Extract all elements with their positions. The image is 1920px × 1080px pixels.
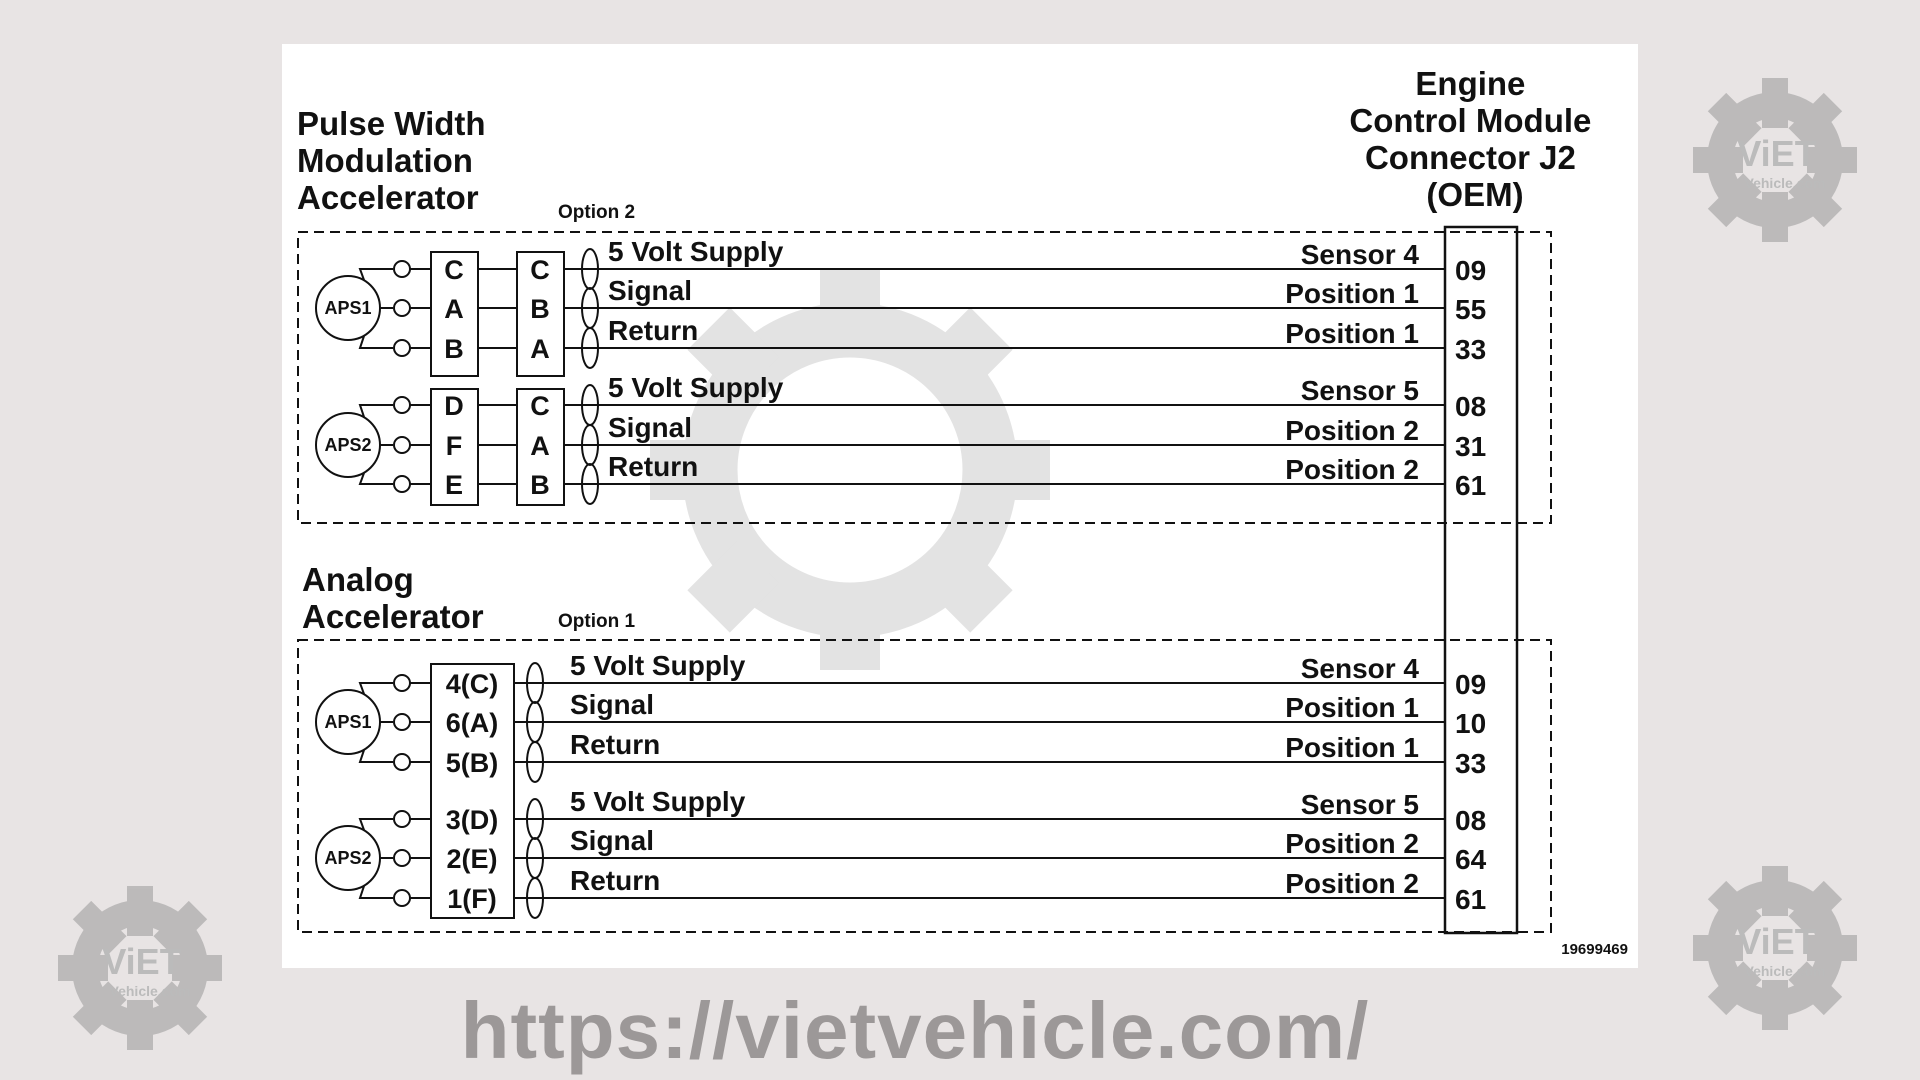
connector-pin-label: B	[530, 294, 550, 324]
terminal-symbol	[394, 300, 410, 316]
ecm-circuit-label: Position 2	[1285, 868, 1419, 899]
ecm-circuit-label: Sensor 4	[1300, 653, 1419, 684]
sensor-pin-label: D	[444, 391, 464, 421]
ecm-pin-number: 08	[1455, 805, 1487, 836]
watermark-sub: Vehicle.com	[1744, 963, 1826, 979]
ecm-pin-number: 08	[1455, 391, 1487, 422]
terminal-symbol	[394, 850, 410, 866]
connector-pin-label: C	[530, 255, 550, 285]
sensor-pin-box	[431, 664, 514, 918]
watermark-brand: ViET	[1737, 921, 1817, 962]
sensor-pin-label: C	[444, 255, 464, 285]
watermark-brand: ViET	[102, 941, 182, 982]
connector-pin-label: C	[530, 391, 550, 421]
ecm-pin-number: 10	[1455, 708, 1487, 739]
connector-pin-label: A	[530, 334, 550, 364]
ecm-pin-number: 55	[1455, 294, 1487, 325]
wire-function-label: Signal	[608, 412, 693, 443]
terminal-symbol	[394, 397, 410, 413]
terminal-symbol	[394, 437, 410, 453]
wire-function-label: Return	[570, 729, 661, 760]
connector-pin-label: B	[530, 470, 550, 500]
ecm-pin-number: 61	[1455, 470, 1487, 501]
terminal-symbol	[394, 890, 410, 906]
ecm-circuit-label: Position 1	[1285, 318, 1419, 349]
sensor-pin-label: 6(A)	[445, 708, 499, 738]
sensor-pin-label: 1(F)	[447, 884, 497, 914]
terminal-symbol	[394, 261, 410, 277]
ecm-pin-number: 09	[1455, 669, 1487, 700]
ecm-circuit-label: Sensor 5	[1300, 789, 1419, 820]
wire-function-label: 5 Volt Supply	[570, 786, 746, 817]
sensor-pin-label: 5(B)	[445, 748, 499, 778]
ecm-circuit-label: Position 1	[1285, 278, 1419, 309]
ecm-circuit-label: Position 1	[1285, 692, 1419, 723]
ecm-pin-number: 33	[1455, 748, 1487, 779]
wire-function-label: 5 Volt Supply	[570, 650, 746, 681]
wire-function-label: 5 Volt Supply	[608, 236, 784, 267]
ecm-pin-number: 33	[1455, 334, 1487, 365]
ecm-circuit-label: Position 1	[1285, 732, 1419, 763]
watermark-brand: ViET	[1737, 133, 1817, 174]
ecm-circuit-label: Sensor 4	[1300, 239, 1419, 270]
pwm-title-line: Modulation	[297, 142, 473, 179]
ecm-title-line: (OEM)	[1426, 176, 1524, 213]
gear-logo-icon	[1685, 858, 1865, 1038]
sensor-pin-label: 2(E)	[446, 844, 498, 874]
watermark-sub: Vehicle.com	[109, 983, 191, 999]
pwm-title-line: Accelerator	[297, 179, 479, 216]
ecm-title-line: Control Module	[1349, 102, 1592, 139]
wire-function-label: Return	[608, 451, 699, 482]
terminal-symbol	[394, 754, 410, 770]
wire-function-label: Signal	[570, 825, 655, 856]
svg-text:Pulse Width Modulation	[297, 105, 495, 216]
ecm-pin-number: 64	[1455, 844, 1487, 875]
wire-function-label: Return	[570, 865, 661, 896]
sensor-name: APS1	[324, 298, 372, 318]
terminal-symbol	[394, 714, 410, 730]
sensor-name: APS1	[324, 712, 372, 732]
pwm-title-line: Pulse Width	[297, 105, 486, 142]
pwm-option-label: Option 2	[558, 202, 636, 223]
connector-pin-label: A	[530, 431, 550, 461]
ecm-title-line: Engine	[1415, 65, 1526, 102]
ecm-pin-number: 09	[1455, 255, 1487, 286]
wire-function-label: 5 Volt Supply	[608, 372, 784, 403]
wire-function-label: Return	[608, 315, 699, 346]
ecm-circuit-label: Position 2	[1285, 828, 1419, 859]
sensor-name: APS2	[324, 435, 372, 455]
wire-function-label: Signal	[608, 275, 693, 306]
sensor-pin-label: 4(C)	[445, 669, 499, 699]
watermark-sub: Vehicle.com	[1744, 175, 1826, 191]
sensor-pin-label: E	[444, 470, 464, 500]
sensor-pin-label: A	[444, 294, 464, 324]
gear-logo-icon	[50, 878, 230, 1058]
sensor-pin-label: B	[444, 334, 464, 364]
sensor-name: APS2	[324, 848, 372, 868]
ecm-pin-number: 31	[1455, 431, 1487, 462]
gear-logo-icon	[1685, 70, 1865, 250]
ecm-circuit-label: Position 2	[1285, 415, 1419, 446]
website-url[interactable]: https://vietvehicle.com/	[460, 986, 1370, 1075]
ecm-pin-number: 61	[1455, 884, 1487, 915]
sensor-pin-label: 3(D)	[445, 805, 499, 835]
ecm-circuit-label: Position 2	[1285, 454, 1419, 485]
terminal-symbol	[394, 340, 410, 356]
analog-option-label: Option 1	[558, 611, 636, 632]
analog-title-line: Analog	[302, 561, 414, 598]
analog-title-line: Accelerator	[302, 598, 484, 635]
terminal-symbol	[394, 811, 410, 827]
diagram-id-label: 19699469	[1561, 941, 1628, 958]
ecm-title-line: Connector J2	[1364, 139, 1576, 176]
wire-function-label: Signal	[570, 689, 655, 720]
ecm-circuit-label: Sensor 5	[1300, 375, 1419, 406]
terminal-symbol	[394, 476, 410, 492]
terminal-symbol	[394, 675, 410, 691]
sensor-pin-label: F	[445, 431, 463, 461]
